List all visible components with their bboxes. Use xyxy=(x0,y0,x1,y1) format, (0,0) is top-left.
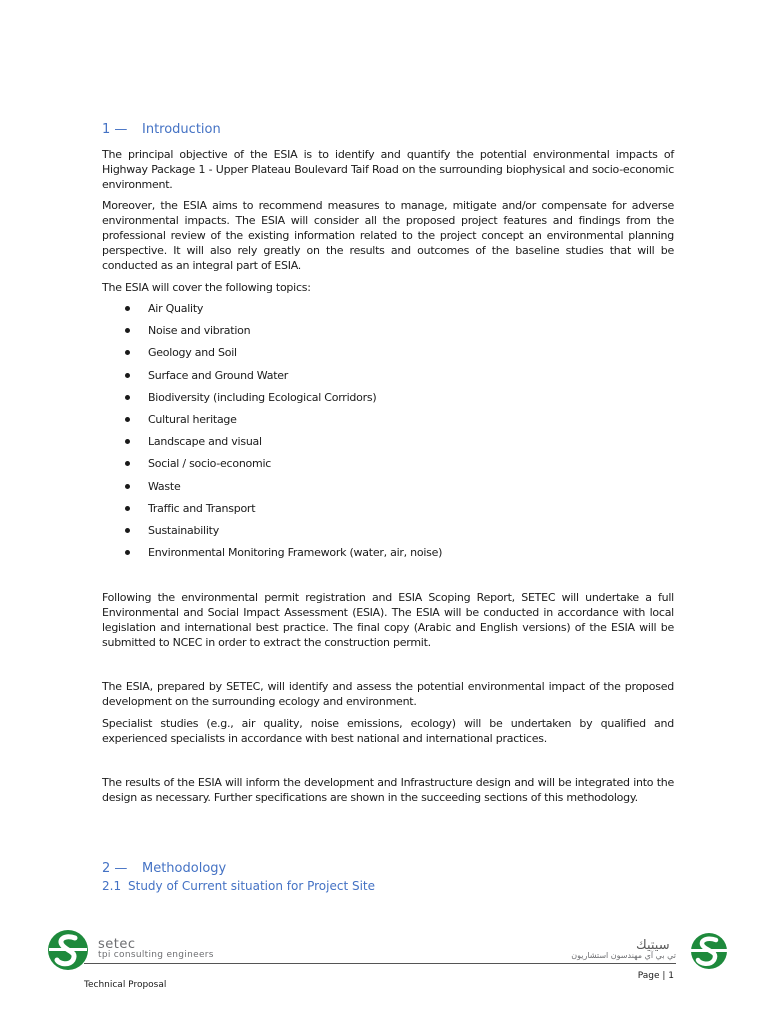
list-item: Cultural heritage xyxy=(102,412,442,434)
paragraph-topics-intro: The ESIA will cover the following topics: xyxy=(102,281,311,294)
section-number: 2 — xyxy=(102,861,128,876)
list-item: Sustainability xyxy=(102,523,442,545)
topics-list xyxy=(102,301,442,567)
subsection-title: Study of Current situation for Project Site xyxy=(128,879,376,893)
list-item: Social / socio-economic xyxy=(102,456,442,478)
list-item: Noise and vibration xyxy=(102,323,442,345)
bullet-icon xyxy=(125,439,130,444)
bullet-icon xyxy=(125,350,130,355)
bullet-icon xyxy=(125,328,130,333)
list-item: Traffic and Transport xyxy=(102,501,442,523)
brand-tagline-arabic: تي بي آي مهندسون استشاريون xyxy=(571,951,676,960)
list-item: Geology and Soil xyxy=(102,345,442,367)
bullet-icon xyxy=(125,550,130,555)
footer-divider xyxy=(84,963,676,964)
list-item: Landscape and visual xyxy=(102,434,442,456)
section-number: 1 — xyxy=(102,122,128,137)
page-number: Page | 1 xyxy=(637,971,674,981)
section-title: Methodology xyxy=(142,861,227,876)
paragraph-permit: Following the environmental permit registration and ESIA Scoping Report, SETEC will undertake a full Environmental and Social Impact Assessment (ESIA). The ESIA will be conducted in accordance with local legislation and international best practice. The final copy (Arabic and English versions) of the ESIA will be submitted to NCEC in order to extract the construction permit. xyxy=(102,591,674,649)
document-label: Technical Proposal xyxy=(84,980,167,990)
brand-name: setec xyxy=(98,937,136,952)
subsection-heading-study xyxy=(102,879,375,893)
list-item: Environmental Monitoring Framework (water, air, noise) xyxy=(102,545,442,567)
brand-name-arabic: سيتيك xyxy=(636,938,670,953)
list-item: Biodiversity (including Ecological Corridors) xyxy=(102,390,442,412)
section-title: Introduction xyxy=(142,122,221,137)
subsection-number: 2.1 xyxy=(102,879,122,893)
brand-tagline: tpi consulting engineers xyxy=(98,950,214,960)
list-item: Waste xyxy=(102,479,442,501)
section-heading-methodology xyxy=(102,861,226,876)
section-heading-introduction xyxy=(102,122,221,137)
setec-logo-icon xyxy=(688,932,730,975)
bullet-icon xyxy=(125,461,130,466)
paragraph-aims: Moreover, the ESIA aims to recommend measures to manage, mitigate and/or compensate for adverse environmental impacts. The ESIA will consider all the proposed project features and findings from the professional review of the existing information related to the project concept an environmental planning perspective. It will also rely greatly on the results and outcomes of the baseline studies that will be conducted as an integral part of ESIA. xyxy=(102,199,674,272)
paragraph-specialist: Specialist studies (e.g., air quality, noise emissions, ecology) will be undertaken by qualified and experienced specialists in accordance with best national and international practices. xyxy=(102,717,674,745)
bullet-icon xyxy=(125,373,130,378)
list-item: Surface and Ground Water xyxy=(102,368,442,390)
setec-logo-icon xyxy=(47,928,89,977)
paragraph-objective: The principal objective of the ESIA is to identify and quantify the potential environmental impacts of Highway Package 1 - Upper Plateau Boulevard Taif Road on the surrounding biophysical and socio-economic environment. xyxy=(102,148,674,191)
list-item: Air Quality xyxy=(102,301,442,323)
paragraph-results: The results of the ESIA will inform the development and Infrastructure design and will be integrated into the design as necessary. Further specifications are shown in the succeeding sections of this methodology. xyxy=(102,776,674,804)
bullet-icon xyxy=(125,484,130,489)
bullet-icon xyxy=(125,506,130,511)
bullet-icon xyxy=(125,306,130,311)
bullet-icon xyxy=(125,395,130,400)
bullet-icon xyxy=(125,417,130,422)
paragraph-prepared: The ESIA, prepared by SETEC, will identify and assess the potential environmental impact of the proposed development on the surrounding ecology and environment. xyxy=(102,680,674,708)
bullet-icon xyxy=(125,528,130,533)
